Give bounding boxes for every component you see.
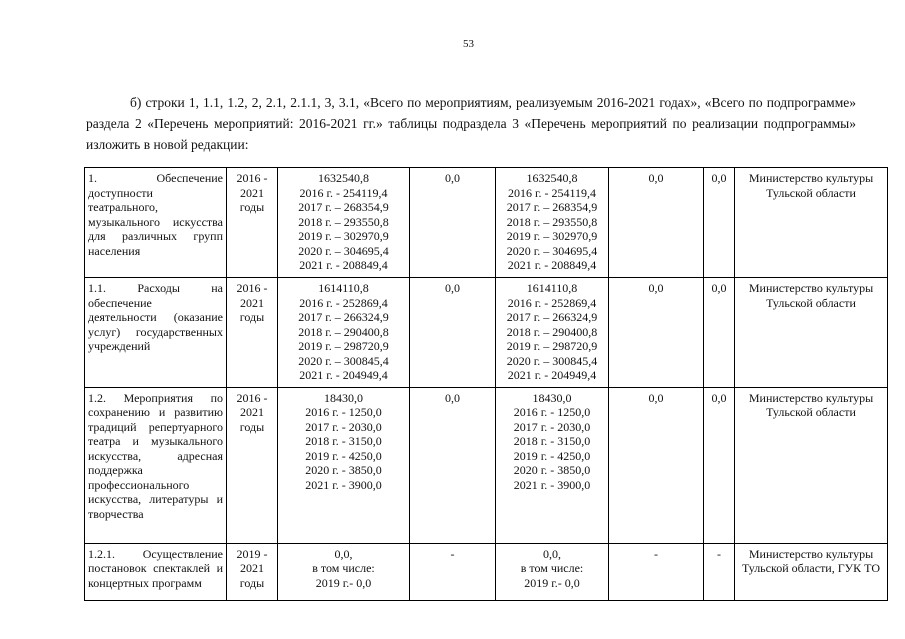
amount-line: 2019 г. – 302970,9 (298, 229, 389, 243)
measure-name-cell: 1. Обеспечение доступности театрального, музыкального искусства для различных групп населения (85, 168, 227, 278)
executor-cell: Министерство культуры Тульской области (735, 168, 888, 278)
federal-funding-cell: - (410, 543, 496, 600)
amount-line: 2018 г. - 3150,0 (513, 434, 591, 448)
local-funding-cell: 0,0 (609, 168, 704, 278)
amount-line: 2021 г. - 208849,4 (299, 258, 388, 272)
table-row (85, 168, 888, 278)
amount-line: 0,0, (334, 546, 353, 561)
amount-line: 2019 г. - 4250,0 (305, 448, 382, 463)
amount-line: 2016 г. - 254119,4 (507, 185, 597, 200)
amount-line: 2018 г. – 290400,8 (506, 324, 598, 339)
amount-line: 2020 г. – 304695,4 (298, 243, 389, 258)
total-funding-cell (278, 278, 410, 388)
federal-funding-cell: 0,0 (410, 387, 496, 543)
federal-funding-cell: 0,0 (410, 168, 496, 278)
other-funding-cell: 0,0 (704, 387, 735, 543)
amount-line: 2019 г. – 298720,9 (506, 339, 598, 353)
page-number: 53 (463, 38, 474, 50)
amount-line: 2020 г. - 3850,0 (513, 463, 591, 477)
amount-line: 2021 г. - 208849,4 (507, 258, 597, 272)
amount-line: 2019 г. – 302970,9 (506, 229, 598, 243)
amount-line: 2017 г. - 2030,0 (513, 419, 591, 434)
amount-line: 2018 г. – 293550,8 (506, 214, 598, 229)
amount-line: 2017 г. – 268354,9 (506, 200, 598, 214)
amount-line: 2016 г. - 252869,4 (507, 295, 597, 310)
other-funding-cell: - (704, 543, 735, 600)
measure-name-cell: 1.2. Мероприятия по сохранению и развитию традиций репертуарного театра и музыкального искусства, адресная поддержка профессионального искусства, литературы и творчества (85, 387, 227, 543)
intro-paragraph: б) строки 1, 1.1, 1.2, 2, 2.1, 2.1.1, 3, 3.1, «Всего по мероприятиям, реализуемым 2016-2021 годах», «Всего по подпрограмме» раздела 2 «Перечень мероприятий: 2016-2021 гг.» таблицы подраздела 3 «Перечень мероприятий по реализации подпрограммы» изложить в новой редакции: (86, 95, 856, 152)
table-row (85, 278, 888, 388)
amount-line: 2020 г. – 304695,4 (506, 243, 598, 258)
amount-line: 2017 г. – 266324,9 (298, 310, 389, 324)
measures-table (84, 167, 888, 601)
total-funding-cell (278, 543, 410, 600)
period-cell: 2019 - 2021 годы (227, 543, 278, 600)
amount-line: 0,0, (543, 546, 561, 561)
amount-line: 2017 г. - 2030,0 (305, 419, 382, 434)
amount-line: в том числе: (312, 561, 375, 575)
period-cell: 2016 - 2021 годы (227, 278, 278, 388)
total-funding-cell (278, 387, 410, 543)
total-funding-cell (278, 168, 410, 278)
amount-line: 2021 г. - 3900,0 (513, 477, 591, 492)
amount-line: 2020 г. – 300845,4 (298, 353, 389, 368)
local-funding-cell: - (609, 543, 704, 600)
amount-line: 2018 г. – 293550,8 (298, 214, 389, 229)
local-funding-cell: 0,0 (609, 387, 704, 543)
amount-line: 2016 г. - 252869,4 (299, 295, 388, 310)
period-cell: 2016 - 2021 годы (227, 168, 278, 278)
amount-line: 18430,0 (532, 390, 572, 405)
amount-line: 2016 г. - 1250,0 (513, 405, 591, 419)
executor-cell: Министерство культуры Тульской области (735, 278, 888, 388)
table-row (85, 543, 888, 600)
amount-line: 1614110,8 (318, 281, 369, 295)
amount-line: в том числе: (520, 561, 584, 575)
other-funding-cell: 0,0 (704, 168, 735, 278)
amount-line: 2018 г. - 3150,0 (305, 434, 382, 448)
amount-line: 18430,0 (324, 390, 363, 405)
measure-name-cell: 1.2.1. Осуществление постановок спектаклей и концертных программ (85, 543, 227, 600)
measure-name-cell: 1.1. Расходы на обеспечение деятельности (оказание услуг) государственных учреждений (85, 278, 227, 388)
regional-funding-cell (496, 543, 609, 600)
regional-funding-cell (496, 168, 609, 278)
regional-funding-cell (496, 278, 609, 388)
federal-funding-cell: 0,0 (410, 278, 496, 388)
amount-line: 2020 г. - 3850,0 (305, 463, 382, 477)
amount-line: 2016 г. - 1250,0 (305, 405, 382, 419)
amount-line: 2019 г. – 298720,9 (298, 339, 389, 353)
executor-cell: Министерство культуры Тульской области (735, 387, 888, 543)
amount-line: 2021 г. - 3900,0 (305, 477, 382, 492)
amount-line: 2021 г. - 204949,4 (299, 368, 388, 382)
period-cell: 2016 - 2021 годы (227, 387, 278, 543)
local-funding-cell: 0,0 (609, 278, 704, 388)
amount-line: 2019 г. - 4250,0 (513, 448, 591, 463)
amount-line: 2017 г. – 268354,9 (298, 200, 389, 214)
amount-line: 2016 г. - 254119,4 (299, 185, 388, 200)
amount-line: 1632540,8 (318, 171, 369, 185)
executor-cell: Министерство культуры Тульской области, ГУК ТО (735, 543, 888, 600)
amount-line: 2019 г.- 0,0 (315, 575, 372, 590)
amount-line: 1614110,8 (526, 281, 578, 295)
other-funding-cell: 0,0 (704, 278, 735, 388)
amount-line: 2019 г.- 0,0 (524, 575, 580, 590)
amount-line: 2018 г. – 290400,8 (298, 324, 389, 339)
amount-line: 2021 г. - 204949,4 (507, 368, 597, 382)
amount-line: 2017 г. – 266324,9 (506, 310, 598, 324)
amount-line: 2020 г. – 300845,4 (506, 353, 598, 368)
regional-funding-cell (496, 387, 609, 543)
table-row (85, 387, 888, 543)
amount-line: 1632540,8 (526, 171, 578, 185)
